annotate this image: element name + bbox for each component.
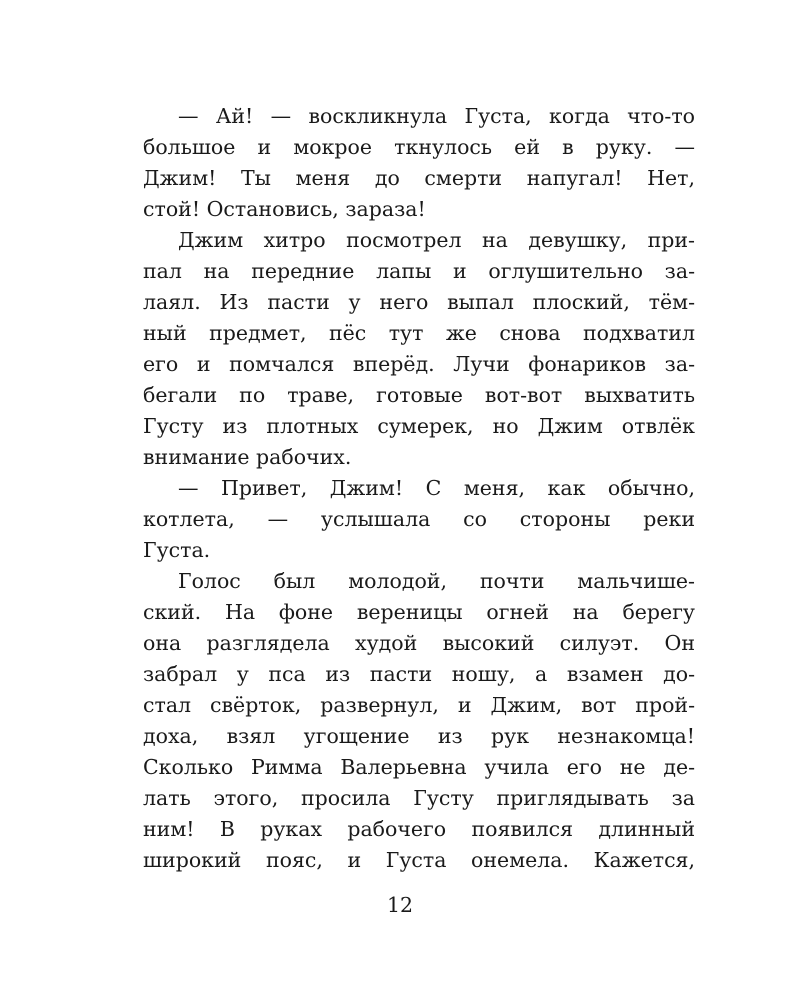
text-line: лаял. Из пасти у него выпал плоский, тём- [143,290,695,314]
text-line: ный предмет, пёс тут же снова подхватил [143,321,695,345]
text-line: она разглядела худой высокий силуэт. Он [143,631,695,655]
text-line: ский. На фоне вереницы огней на берегу [143,600,695,624]
text-line: пал на передние лапы и оглушительно за- [143,259,695,283]
text-line: Густу из плотных сумерек, но Джим отвлёк [143,414,695,438]
text-line: его и помчался вперёд. Лучи фонариков за- [143,352,695,376]
text-line: внимание рабочих. [143,445,352,469]
text-line: котлета, — услышала со стороны реки [143,507,695,531]
text-line: Джим хитро посмотрел на девушку, при- [178,228,695,252]
text-line: Джим! Ты меня до смерти напугал! Нет, [143,166,695,190]
body-text [143,101,695,876]
text-line: лать этого, просила Густу приглядывать за [143,786,695,810]
text-line: — Привет, Джим! С меня, как обычно, [178,476,695,500]
text-line: Сколько Римма Валерьевна учила его не де- [143,755,695,779]
text-line: доха, взял угощение из рук незнакомца! [143,724,695,748]
text-line: стал свёрток, развернул, и Джим, вот прой- [143,693,695,717]
text-line: большое и мокрое ткнулось ей в руку. — [143,135,695,159]
text-line: Голос был молодой, почти мальчише- [178,569,695,593]
page-number: 12 [386,893,414,917]
text-line: забрал у пса из пасти ношу, а взамен до- [143,662,695,686]
text-line: — Ай! — воскликнула Густа, когда что-то [178,104,695,128]
text-line: широкий пояс, и Густа онемела. Кажется, [143,848,695,872]
text-line: стой! Остановись, зараза! [143,197,426,221]
text-line: бегали по траве, готовые вот-вот выхватить [143,383,695,407]
text-line: Густа. [143,538,211,562]
text-line: ним! В руках рабочего появился длинный [143,817,695,841]
